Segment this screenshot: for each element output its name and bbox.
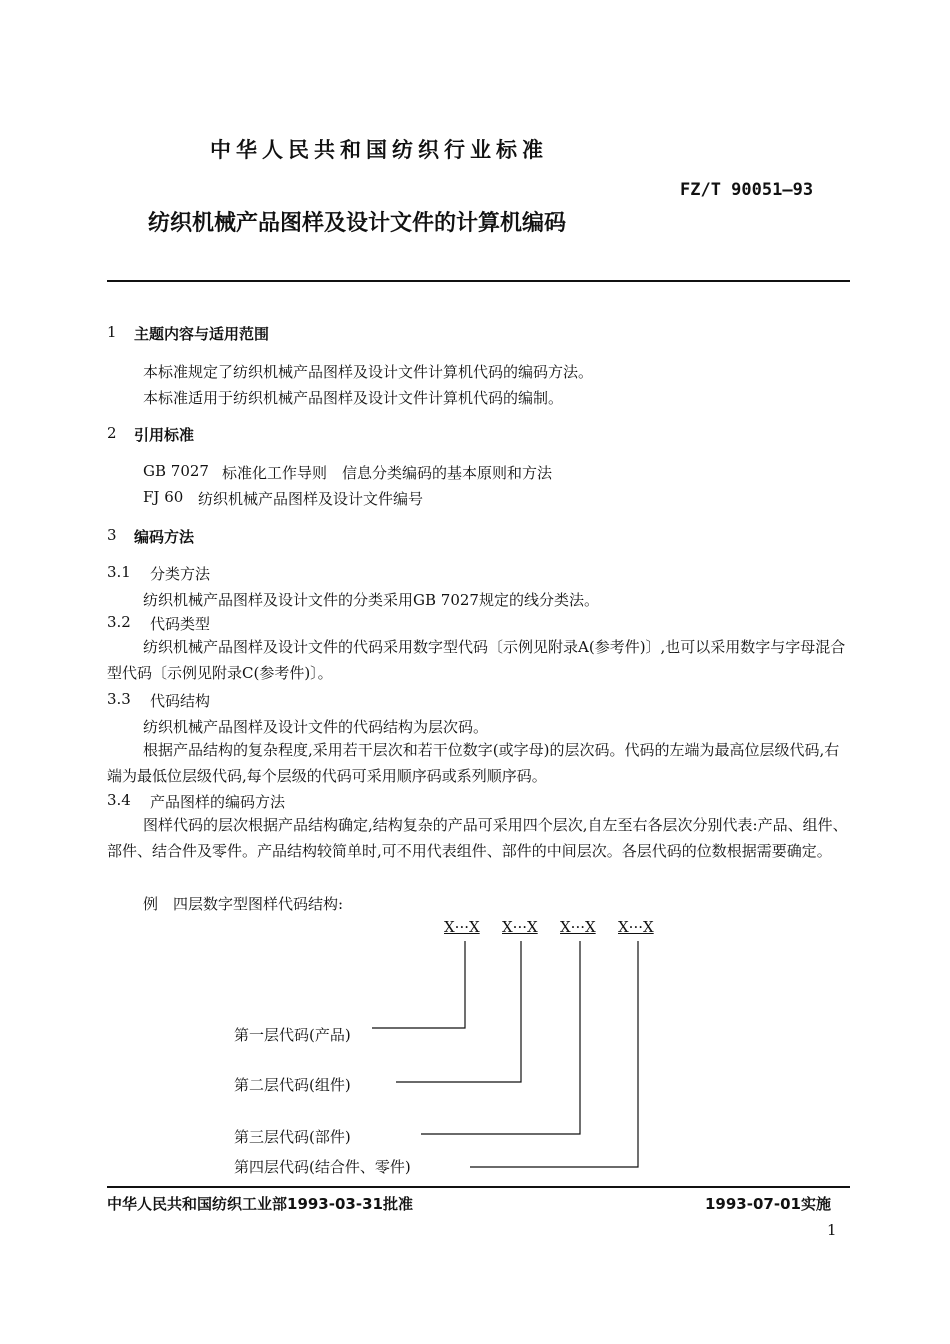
code-segment-4: X···X: [618, 918, 654, 936]
section-3-2-number: 3.2: [107, 613, 131, 631]
section-3-3-para-1: 纺织机械产品图样及设计文件的代码结构为层次码。: [143, 718, 489, 736]
connector-level-3: [421, 941, 580, 1134]
section-3-title: 编码方法: [134, 528, 195, 546]
section-3-number: 3: [107, 526, 117, 544]
standard-code: FZ/T 90051—93: [680, 180, 814, 200]
level-4-label: 第四层代码(结合件、零件): [234, 1158, 411, 1176]
section-3-4-title: 产品图样的编码方法: [150, 793, 286, 811]
section-3-1-para: 纺织机械产品图样及设计文件的分类采用GB 7027规定的线分类法。: [143, 591, 599, 609]
page-number: 1: [827, 1221, 837, 1239]
approval-info: 中华人民共和国纺织工业部1993-03-31批准: [107, 1195, 413, 1213]
standard-org-title: 中华人民共和国纺织行业标准: [210, 138, 548, 162]
example-caption: 例 四层数字型图样代码结构:: [143, 895, 344, 913]
reference-2-code: FJ 60: [143, 488, 184, 506]
section-2-title: 引用标准: [134, 426, 195, 444]
document-title: 纺织机械产品图样及设计文件的计算机编码: [148, 211, 567, 236]
section-1-number: 1: [107, 323, 117, 341]
section-1-title: 主题内容与适用范围: [134, 325, 270, 343]
section-3-4-para: 图样代码的层次根据产品结构确定,结构复杂的产品可采用四个层次,自左至右各层次分别代表:产品、组件、部件、结合件及零件。产品结构较简单时,可不用代表组件、部件的中间层次。各层代码的位数根据需要确定。: [107, 816, 848, 860]
section-3-1-number: 3.1: [107, 563, 131, 581]
section-3-1-title: 分类方法: [150, 565, 211, 583]
connector-level-1: [372, 941, 465, 1028]
level-2-label: 第二层代码(组件): [234, 1076, 351, 1094]
reference-1-text: 标准化工作导则 信息分类编码的基本原则和方法: [222, 464, 553, 482]
section-3-4-number: 3.4: [107, 791, 131, 809]
code-segment-3: X···X: [560, 918, 596, 936]
connector-level-2: [396, 941, 521, 1082]
section-3-2-title: 代码类型: [150, 615, 211, 633]
effective-date: 1993-07-01实施: [705, 1195, 831, 1213]
level-1-label: 第一层代码(产品): [234, 1026, 351, 1044]
section-1-para-2: 本标准适用于纺织机械产品图样及设计文件计算机代码的编制。: [143, 389, 564, 407]
section-3-2-para: 纺织机械产品图样及设计文件的代码采用数字型代码〔示例见附录A(参考件)〕,也可以采用数字与字母混合型代码〔示例见附录C(参考件)〕。: [107, 638, 846, 682]
section-3-3-para-2: 根据产品结构的复杂程度,采用若干层次和若干位数字(或字母)的层次码。代码的左端为最高位层级代码,右端为最低位层级代码,每个层级的代码可采用顺序码或系列顺序码。: [107, 741, 840, 785]
section-3-3-title: 代码结构: [150, 692, 211, 710]
footer-divider: [107, 1186, 850, 1188]
section-2-number: 2: [107, 424, 117, 442]
level-3-label: 第三层代码(部件): [234, 1128, 351, 1146]
reference-2-text: 纺织机械产品图样及设计文件编号: [198, 490, 424, 508]
section-3-3-number: 3.3: [107, 690, 131, 708]
code-segment-2: X···X: [502, 918, 538, 936]
section-1-para-1: 本标准规定了纺织机械产品图样及设计文件计算机代码的编码方法。: [143, 363, 594, 381]
connector-level-4: [470, 941, 638, 1167]
code-segment-1: X···X: [444, 918, 480, 936]
reference-1-code: GB 7027: [143, 462, 209, 480]
